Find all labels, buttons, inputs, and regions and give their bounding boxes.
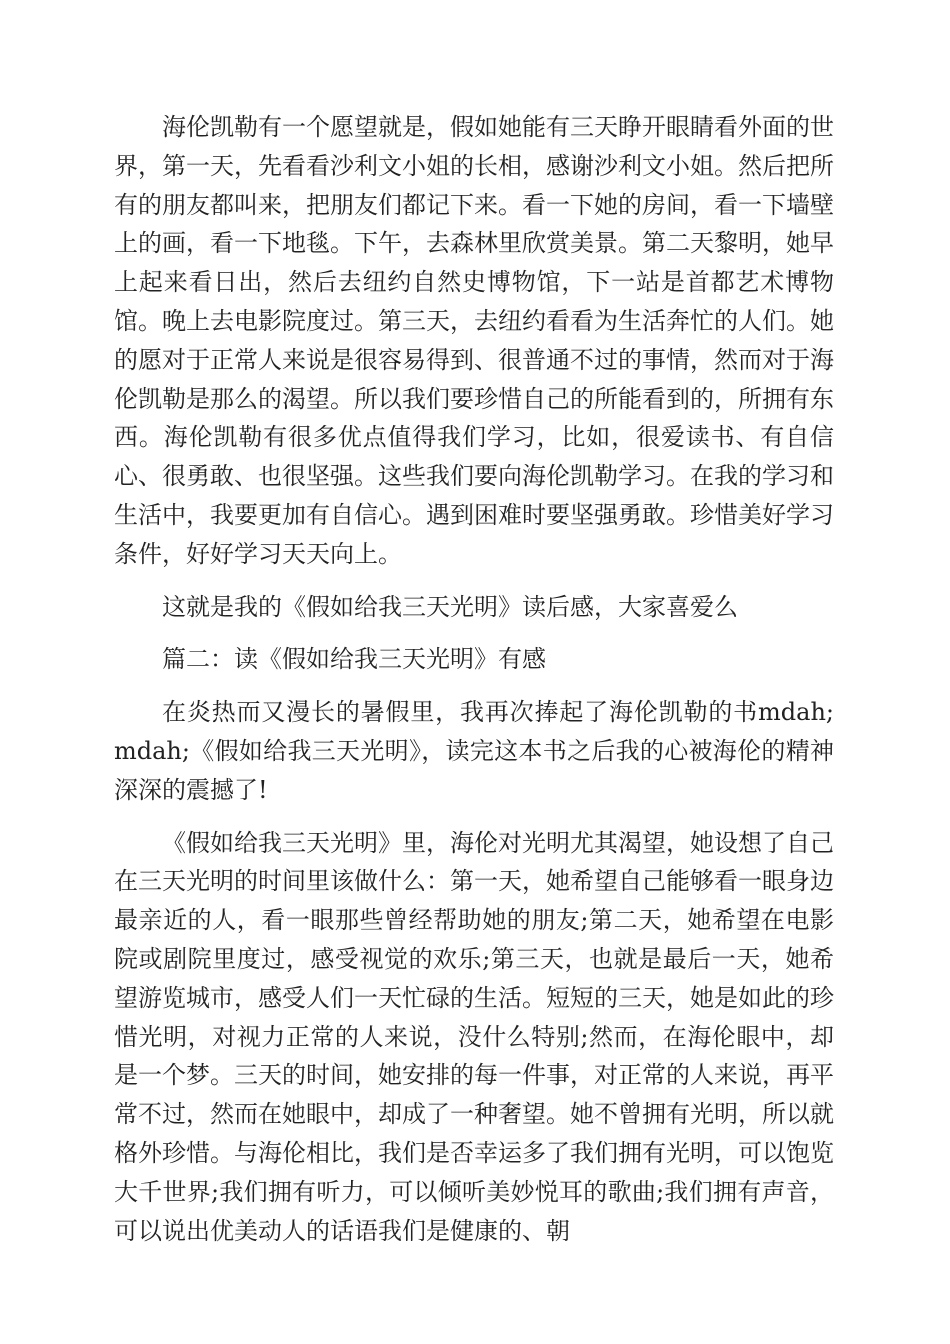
section-heading-part-two: 篇二：读《假如给我三天光明》有感	[162, 645, 546, 674]
paragraph-three-days: 《假如给我三天光明》里，海伦对光明尤其渴望，她设想了自己在三天光明的时间里该做什么：第一天，她希望自己能够看一眼身边最亲近的人，看一眼那些曾经帮助她的朋友;第二天，她希望在电影院或剧院里度过，感受视觉的欢乐;第三天，也就是最后一天，她希望游览城市，感受人们一天忙碌的生活。短短的三天，她是如此的珍惜光明，对视力正常的人来说，没什么特别;然而，在海伦眼中，却是一个梦。三天的时间，她安排的每一件事，对正常的人来说，再平常不过，然而在她眼中，却成了一种奢望。她不曾拥有光明，所以就格外珍惜。与海伦相比，我们是否幸运多了我们拥有光明，可以饱览大千世界;我们拥有听力，可以倾听美妙悦耳的歌曲;我们拥有声音，可以说出优美动人的话语我们是健康的、朝	[114, 828, 834, 1245]
paragraph-summer-reading: 在炎热而又漫长的暑假里，我再次捧起了海伦凯勒的书mdah;mdah;《假如给我三天光明》，读完这本书之后我的心被海伦的精神深深的震撼了!	[114, 698, 834, 804]
paragraph-closing-remark: 这就是我的《假如给我三天光明》读后感，大家喜爱么	[162, 592, 738, 621]
document-page	[114, 108, 834, 1250]
paragraph-helen-wish: 海伦凯勒有一个愿望就是，假如她能有三天睁开眼睛看外面的世界，第一天，先看看沙利文小姐的长相，感谢沙利文小姐。然后把所有的朋友都叫来，把朋友们都记下来。看一下她的房间，看一下墙壁上的画，看一下地毯。下午，去森林里欣赏美景。第二天黎明，她早上起来看日出，然后去纽约自然史博物馆，下一站是首都艺术博物馆。晚上去电影院度过。第三天，去纽约看看为生活奔忙的人们。她的愿对于正常人来说是很容易得到、很普通不过的事情，然而对于海伦凯勒是那么的渴望。所以我们要珍惜自己的所能看到的，所拥有东西。海伦凯勒有很多优点值得我们学习，比如，很爱读书、有自信心、很勇敢、也很坚强。这些我们要向海伦凯勒学习。在我的学习和生活中，我要更加有自信心。遇到困难时要坚强勇敢。珍惜美好学习条件，好好学习天天向上。	[114, 113, 834, 568]
